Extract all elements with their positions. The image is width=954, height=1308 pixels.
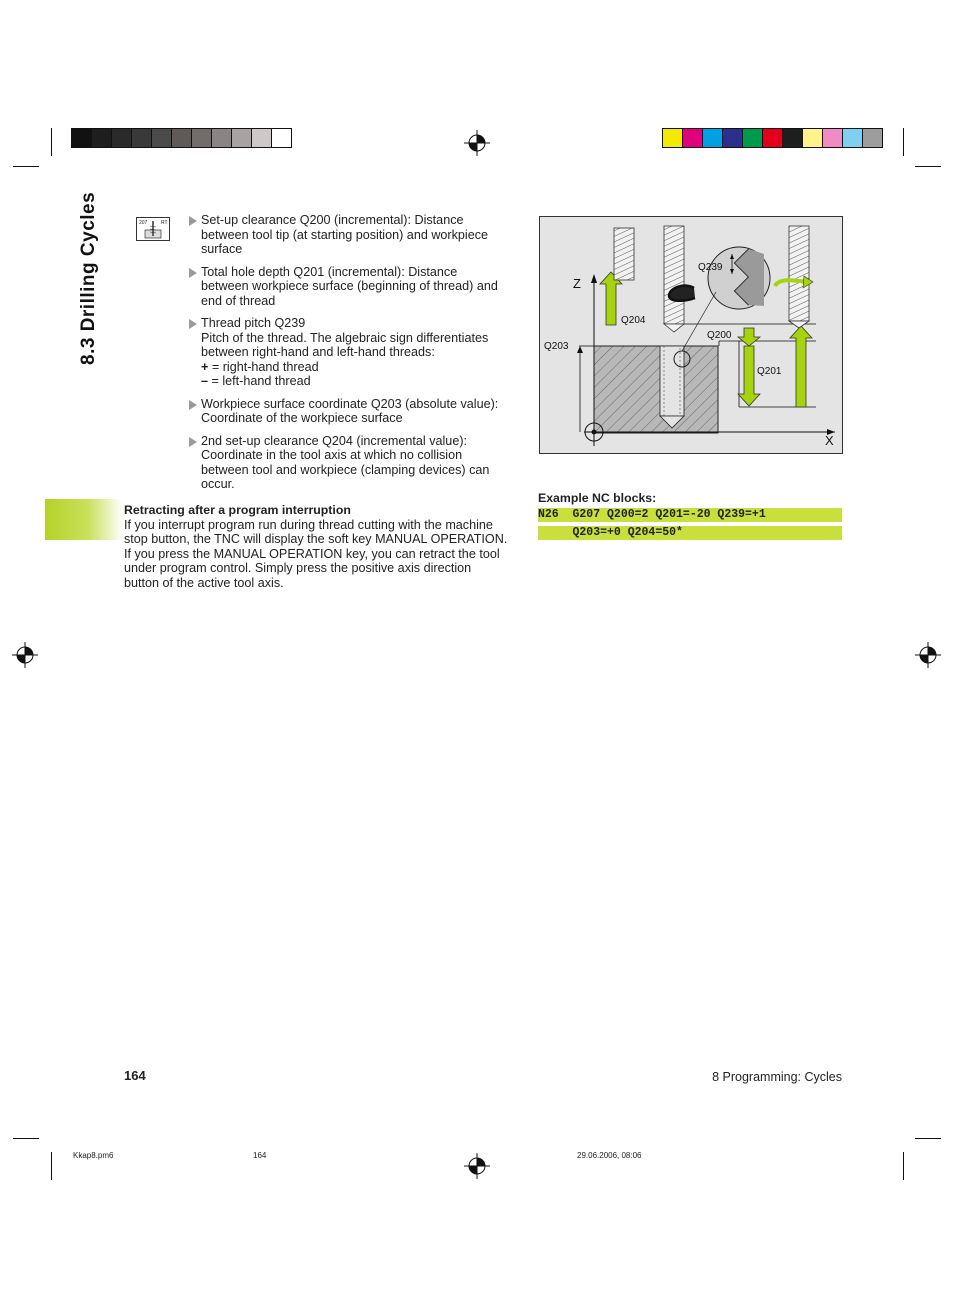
tapping-icon [137,218,169,240]
tapped-hole [660,346,684,416]
slug-page: 164 [253,1151,267,1160]
tapping-cycle-diagram [539,216,843,454]
q201-label: Q201 [757,366,782,377]
color-swatch [151,128,172,148]
z-axis-label: Z [573,276,581,291]
nc-block-line: Q203=+0 Q204=50* [538,526,842,540]
param-q204 [189,434,519,492]
tap-tool-2 [664,226,684,324]
param-line: Thread pitch Q239 [201,316,306,330]
sign-text: = right-hand thread [208,359,319,374]
bullet-triangle-icon [189,216,197,226]
section-title: 8.3 Drilling Cycles [78,191,99,365]
param-q200 [189,213,519,257]
workpiece [594,346,718,433]
param-q203 [189,397,519,426]
bullet-triangle-icon [189,437,197,447]
slug-filename: Kkap8.pm6 [73,1151,114,1160]
color-swatch [762,128,783,148]
retract-section [124,503,524,590]
color-swatch [231,128,252,148]
tap-tool-1 [614,228,634,280]
q204-label: Q204 [621,315,646,326]
q239-label: Q239 [698,262,723,273]
parameter-list [189,213,519,500]
param-line: occur. [201,477,235,491]
retract-line: under program control. Simply press the positive axis direction [124,561,472,575]
tap-tool-3 [789,226,809,321]
icon-label-rt: RT [161,220,168,226]
registration-mark-icon [12,642,38,668]
crop-mark [903,1152,904,1180]
chapter-footer: 8 Programming: Cycles [712,1070,842,1084]
param-line: surface [201,242,243,256]
nc-block-line: N26 G207 Q200=2 Q201=-20 Q239=+1 [538,508,842,522]
color-swatch [171,128,192,148]
bullet-triangle-icon [189,319,197,329]
param-line: between tool and workpiece (clamping devices) can [201,462,490,477]
crop-mark [903,128,904,156]
sign-symbol: – [201,374,209,388]
x-axis-label: X [825,433,834,448]
crop-mark [915,1138,941,1139]
retract-line: If you interrupt program run during thread cutting with the machine [124,517,493,532]
color-swatch [822,128,843,148]
cycle-207-icon [136,217,170,241]
color-swatch [682,128,703,148]
param-line: Total hole depth Q201 (incremental): Distance [201,264,458,279]
param-line: between workpiece surface (beginning of thread) and [201,279,498,293]
retract-heading: Retracting after a program interruption [124,503,351,517]
color-swatch [91,128,112,148]
color-swatch [862,128,883,148]
color-swatch [782,128,803,148]
registration-mark-icon [464,130,490,156]
q200-label: Q200 [707,330,732,341]
nc-example-title: Example NC blocks: [538,491,657,505]
color-swatch [111,128,132,148]
param-q239 [189,316,519,389]
registration-mark-icon [464,1153,490,1179]
page-number: 164 [124,1068,146,1083]
color-swatch [251,128,272,148]
retract-line: button of the active tool axis. [124,575,284,590]
section-title-vertical [78,191,106,365]
rotation-ccw-icon [669,286,695,301]
crop-mark [13,166,39,167]
param-line: end of thread [201,293,276,308]
color-swatch [271,128,292,148]
color-swatch [842,128,863,148]
color-swatch [662,128,683,148]
color-swatch [722,128,743,148]
color-swatch [191,128,212,148]
param-line: Pitch of the thread. The algebraic sign differentiates [201,330,489,345]
crop-mark [915,166,941,167]
param-line: between right-hand and left-hand threads: [201,345,435,359]
sign-symbol: + [201,359,209,374]
retract-line: If you press the MANUAL OPERATION key, you can retract the tool [124,546,500,561]
bullet-triangle-icon [189,400,197,410]
color-swatch [702,128,723,148]
registration-mark-icon [915,642,941,668]
param-line: Workpiece surface coordinate Q203 (absolute value): [201,396,499,411]
bullet-triangle-icon [189,268,197,278]
param-line: Coordinate of the workpiece surface [201,411,403,425]
crop-mark [51,128,52,156]
param-line: Coordinate in the tool axis at which no collision [201,448,463,462]
color-swatch [802,128,823,148]
color-swatch [71,128,92,148]
crop-mark [13,1138,39,1139]
slug-date: 29.06.2006, 08:06 [577,1151,642,1160]
icon-label-207: 207 [139,220,148,226]
param-line: 2nd set-up clearance Q204 (incremental value): [201,433,468,448]
sign-text: = left-hand thread [208,374,311,388]
param-line: between tool tip (at starting position) and workpiece [201,227,489,242]
param-q201 [189,265,519,309]
accent-tab [45,499,123,540]
sign-left-hand [201,374,519,389]
retract-line: stop button, the TNC will display the soft key MANUAL OPERATION. [124,532,508,546]
color-swatch [131,128,152,148]
sign-right-hand [201,360,519,375]
q203-label: Q203 [544,341,569,352]
crop-mark [51,1152,52,1180]
color-swatch [211,128,232,148]
color-swatch [742,128,763,148]
param-line: Set-up clearance Q200 (incremental): Distance [201,213,464,227]
